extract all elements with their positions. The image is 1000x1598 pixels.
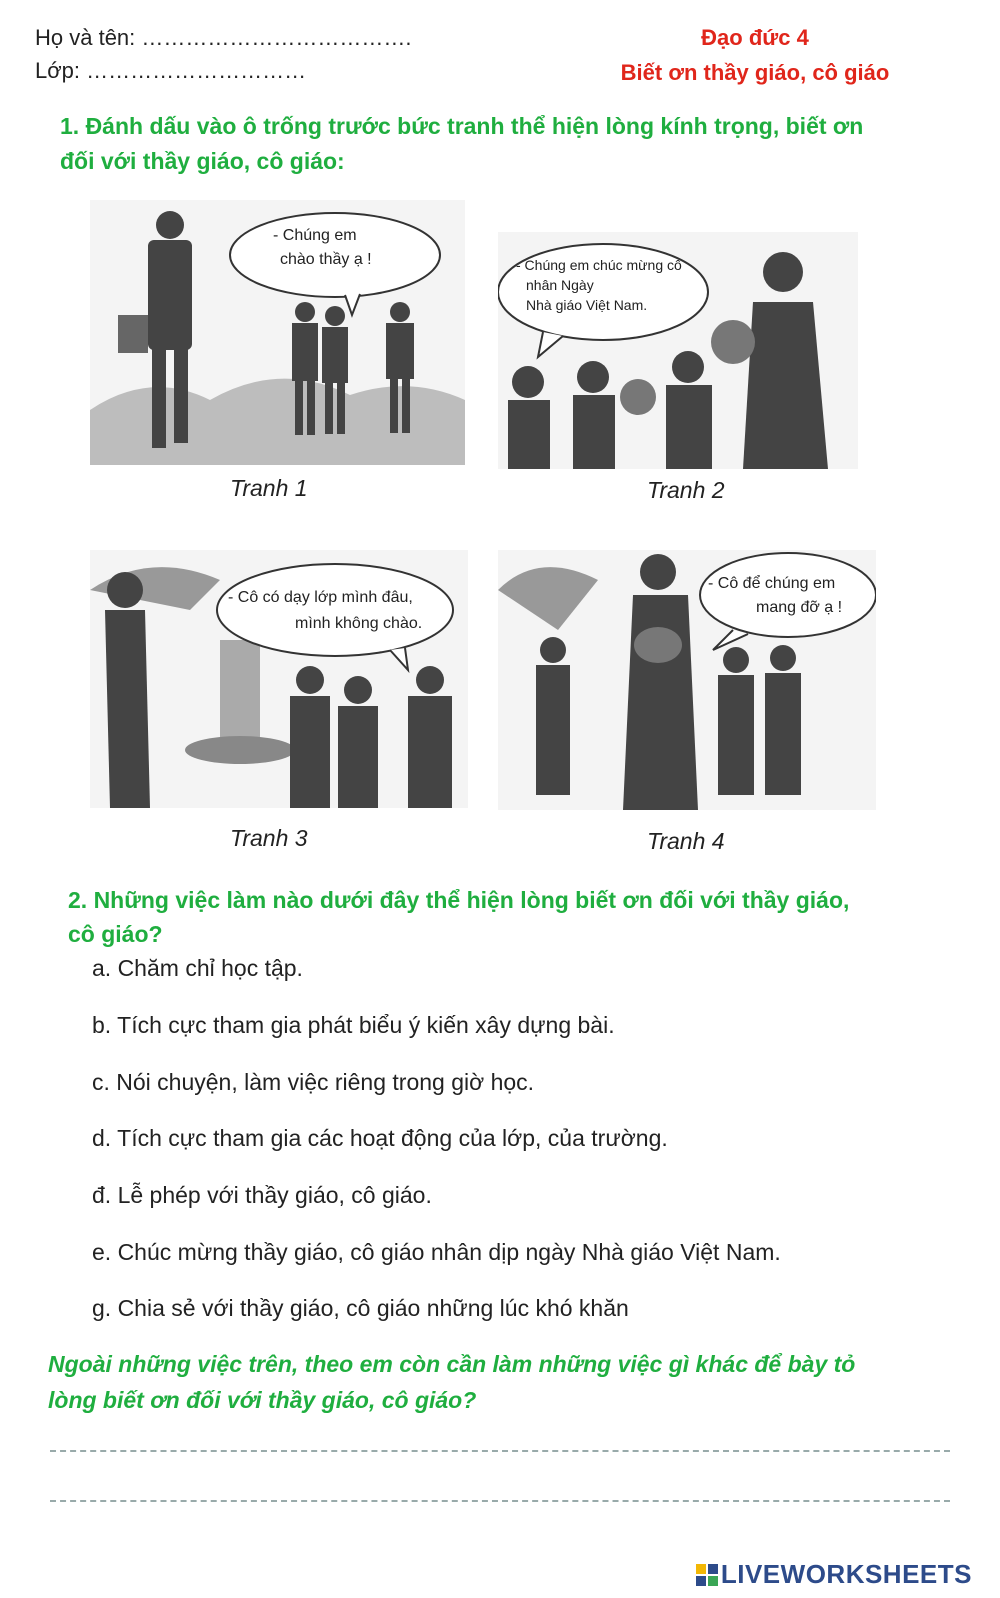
q2-option-g[interactable]: g. Chia sẻ với thầy giáo, cô giáo những lúc khó khăn bbox=[92, 1295, 629, 1321]
liveworksheets-logo-icon bbox=[696, 1562, 718, 1584]
picture-2-illustration bbox=[498, 232, 858, 469]
q1-text-line2: đối với thầy giáo, cô giáo: bbox=[60, 148, 345, 174]
q3-text-line2: lòng biết ơn đối với thầy giáo, cô giáo? bbox=[48, 1387, 477, 1413]
liveworksheets-logo bbox=[696, 1559, 972, 1590]
picture-2-bubble-line2: nhân Ngày bbox=[526, 277, 594, 293]
q2-option-dd[interactable]: đ. Lễ phép với thầy giáo, cô giáo. bbox=[92, 1182, 432, 1208]
picture-4-bubble-line1: - Cô để chúng em bbox=[708, 575, 836, 592]
name-field-label: Họ và tên: ………………………………. bbox=[35, 25, 412, 50]
picture-1-illustration bbox=[90, 200, 465, 465]
picture-1-caption: Tranh 1 bbox=[230, 475, 308, 501]
picture-4-illustration bbox=[498, 550, 876, 810]
answer-line-2[interactable] bbox=[50, 1500, 950, 1502]
q2-option-b[interactable]: b. Tích cực tham gia phát biểu ý kiến xây dựng bài. bbox=[92, 1012, 615, 1038]
liveworksheets-logo-text: LIVEWORKSHEETS bbox=[720, 1559, 972, 1589]
q1-text-line1: 1. Đánh dấu vào ô trống trước bức tranh thể hiện lòng kính trọng, biết ơn bbox=[60, 113, 864, 139]
q2-text-line2: cô giáo? bbox=[68, 921, 163, 947]
q2-option-a[interactable]: a. Chăm chỉ học tập. bbox=[92, 955, 303, 981]
picture-1-bubble-line2: chào thầy ạ ! bbox=[280, 251, 372, 268]
q2-option-c[interactable]: c. Nói chuyện, làm việc riêng trong giờ học. bbox=[92, 1069, 535, 1095]
picture-3-bubble-line2: mình không chào. bbox=[295, 615, 423, 632]
picture-2-bubble-line1: - Chúng em chúc mừng cô bbox=[516, 257, 682, 273]
answer-line-1[interactable] bbox=[50, 1450, 950, 1452]
q2-option-e[interactable]: e. Chúc mừng thầy giáo, cô giáo nhân dịp ngày Nhà giáo Việt Nam. bbox=[92, 1239, 781, 1265]
class-field-label: Lớp: ………………………… bbox=[35, 58, 307, 83]
picture-3-caption: Tranh 3 bbox=[230, 825, 308, 851]
q2-option-d[interactable]: d. Tích cực tham gia các hoạt động của lớp, của trường. bbox=[92, 1125, 668, 1151]
picture-4-caption: Tranh 4 bbox=[647, 828, 725, 854]
picture-3-bubble-line1: - Cô có dạy lớp mình đâu, bbox=[228, 589, 413, 606]
picture-4-bubble-line2: mang đỡ ạ ! bbox=[756, 599, 843, 616]
picture-2-bubble-line3: Nhà giáo Việt Nam. bbox=[526, 297, 648, 313]
subject-title: Đạo đức 4 bbox=[701, 25, 809, 50]
picture-1-bubble-line1: - Chúng em bbox=[273, 227, 357, 244]
lesson-title: Biết ơn thầy giáo, cô giáo bbox=[620, 60, 890, 85]
picture-3-illustration bbox=[90, 550, 468, 808]
picture-2-caption: Tranh 2 bbox=[647, 477, 725, 503]
q3-text-line1: Ngoài những việc trên, theo em còn cần làm những việc gì khác để bày tỏ bbox=[48, 1351, 856, 1377]
q2-text-line1: 2. Những việc làm nào dưới đây thể hiện lòng biết ơn đối với thầy giáo, bbox=[68, 887, 850, 913]
